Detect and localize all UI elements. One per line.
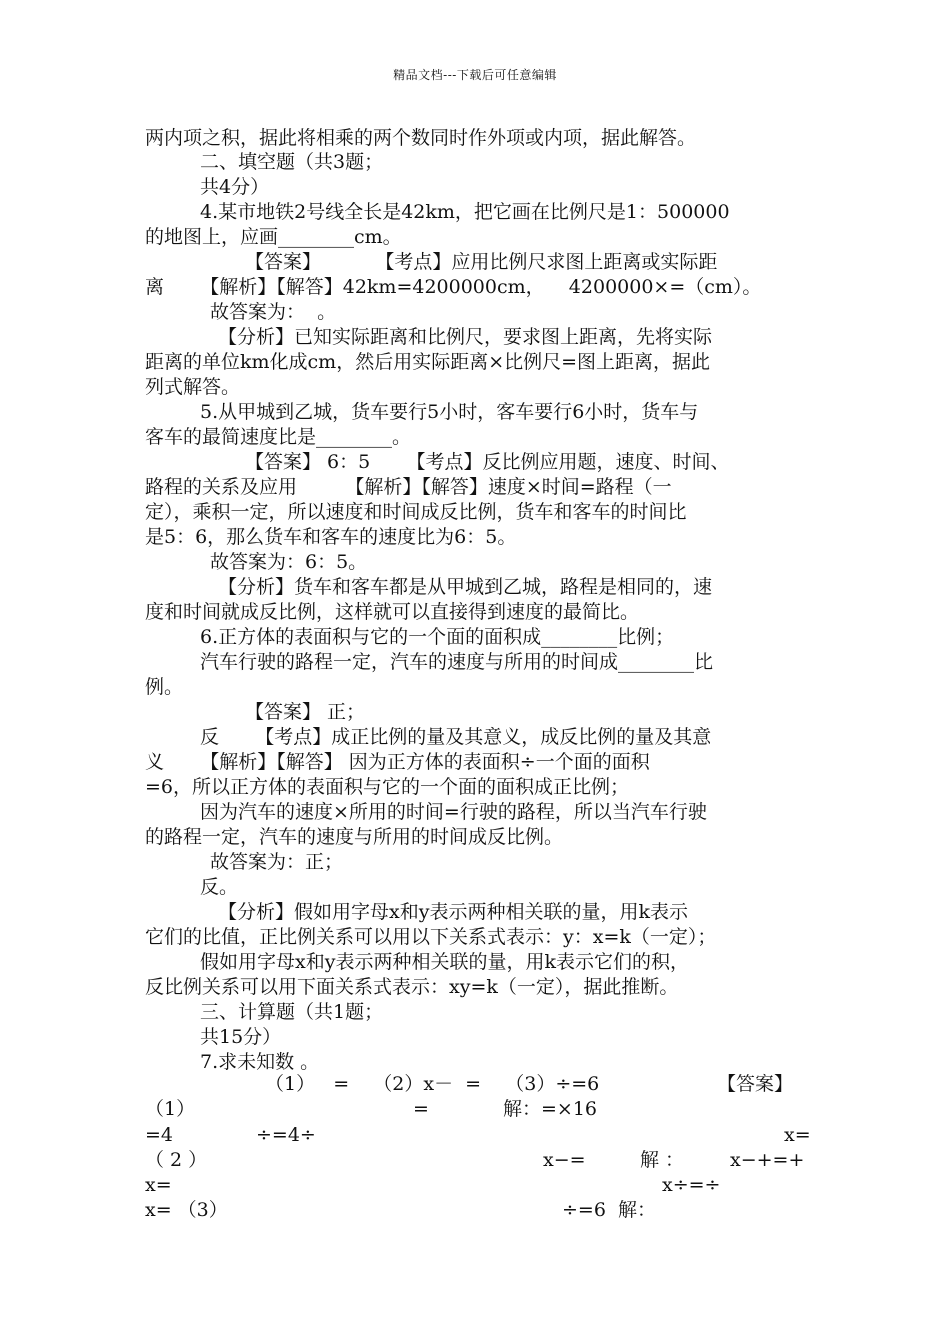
text-line: 【答案】 【考点】应用比例尺求图上距离或实际距 bbox=[245, 251, 718, 273]
calc-step: x= （3） bbox=[145, 1199, 228, 1221]
text-line: 反比例关系可以用下面关系式表示：xy=k（一定），据此推断。 bbox=[145, 976, 679, 998]
text-line: 离 【解析】【解答】42km=4200000cm， 4200000×=（cm）。 bbox=[145, 276, 762, 298]
text-line: 因为汽车的速度×所用的时间=行驶的路程，所以当汽车行驶 bbox=[200, 801, 707, 823]
text-line: 【答案】 正； bbox=[245, 701, 366, 723]
calc-answer-label: 【答案】 bbox=[717, 1073, 794, 1095]
calc-step: ÷=6 解： bbox=[562, 1199, 657, 1221]
text-line: 义 【解析】【解答】 因为正方体的表面积÷一个面的面积 bbox=[145, 751, 650, 773]
text-line: 度和时间就成反比例，这样就可以直接得到速度的最简比。 bbox=[145, 601, 640, 623]
calc-step: x= bbox=[784, 1124, 811, 1146]
text-line: 故答案为：正； bbox=[210, 851, 344, 873]
text-line: 5.从甲城到乙城，货车要行5小时，客车要行6小时，货车与 bbox=[200, 401, 699, 423]
text-line: 反。 bbox=[200, 876, 239, 898]
text-line: 共15分） bbox=[200, 1026, 282, 1048]
calc-step: x÷=÷ bbox=[662, 1174, 721, 1196]
text-line: 两内项之积，据此将相乘的两个数同时作外项或内项，据此解答。 bbox=[145, 127, 697, 149]
text-line: 假如用字母x和y表示两种相关联的量，用k表示它们的积， bbox=[200, 951, 689, 973]
text-line: 的路程一定，汽车的速度与所用的时间成反比例。 bbox=[145, 826, 564, 848]
page-header: 精品文档---下载后可任意编辑 bbox=[393, 68, 557, 82]
text-line: 故答案为：6：5。 bbox=[210, 551, 368, 573]
text-line: 反 【考点】成正比例的量及其意义，成反比例的量及其意 bbox=[200, 726, 712, 748]
text-line: 的地图上，应画________cm。 bbox=[145, 226, 402, 248]
calc-step: x−= bbox=[543, 1149, 586, 1171]
calc-problem-line: （1） = （2）x－ = （3）÷=6 bbox=[265, 1073, 600, 1095]
text-line: 二、填空题（共3题； bbox=[200, 151, 384, 173]
text-line: 汽车行驶的路程一定，汽车的速度与所用的时间成________比 bbox=[200, 651, 714, 673]
calc-step: 解 ： bbox=[640, 1149, 685, 1171]
text-line: =6，所以正方体的表面积与它的一个面的面积成正比例； bbox=[145, 776, 630, 798]
text-line: 7.求未知数 。 bbox=[200, 1051, 320, 1073]
calc-step: =4 bbox=[145, 1124, 174, 1146]
text-line: 路程的关系及应用 【解析】【解答】速度×时间=路程（一 bbox=[145, 476, 672, 498]
calc-step: x−+=+ bbox=[730, 1149, 805, 1171]
text-line: 例。 bbox=[145, 676, 184, 698]
calc-step: = bbox=[413, 1098, 429, 1120]
calc-step: x= bbox=[145, 1174, 172, 1196]
calc-step: 解：=×16 bbox=[503, 1098, 598, 1120]
text-line: 【答案】 6：5 【考点】反比例应用题，速度、时间、 bbox=[245, 451, 730, 473]
text-line: 【分析】已知实际距离和比例尺，要求图上距离，先将实际 bbox=[218, 326, 713, 348]
calc-step: （1） bbox=[145, 1098, 196, 1120]
text-line: 它们的比值，正比例关系可以用以下关系式表示：y：x=k（一定）； bbox=[145, 926, 717, 948]
text-line: 故答案为： 。 bbox=[210, 301, 337, 323]
text-line: 【分析】假如用字母x和y表示两种相关联的量，用k表示 bbox=[218, 901, 688, 923]
calc-step: ÷=4÷ bbox=[256, 1124, 316, 1146]
text-line: 定），乘积一定，所以速度和时间成反比例，货车和客车的时间比 bbox=[145, 501, 687, 523]
calc-step: （ 2 ） bbox=[145, 1149, 208, 1171]
text-line: 6.正方体的表面积与它的一个面的面积成________比例； bbox=[200, 626, 675, 648]
text-line: 4.某市地铁2号线全长是42km，把它画在比例尺是1：500000 bbox=[200, 201, 730, 223]
text-line: 列式解答。 bbox=[145, 376, 241, 398]
text-line: 【分析】货车和客车都是从甲城到乙城，路程是相同的，速 bbox=[218, 576, 713, 598]
text-line: 客车的最简速度比是________。 bbox=[145, 426, 412, 448]
text-line: 共4分） bbox=[200, 176, 270, 198]
text-line: 三、计算题（共1题； bbox=[200, 1001, 384, 1023]
text-line: 是5：6，那么货车和客车的速度比为6：5。 bbox=[145, 526, 517, 548]
text-line: 距离的单位km化成cm，然后用实际距离×比例尺=图上距离，据此 bbox=[145, 351, 711, 373]
